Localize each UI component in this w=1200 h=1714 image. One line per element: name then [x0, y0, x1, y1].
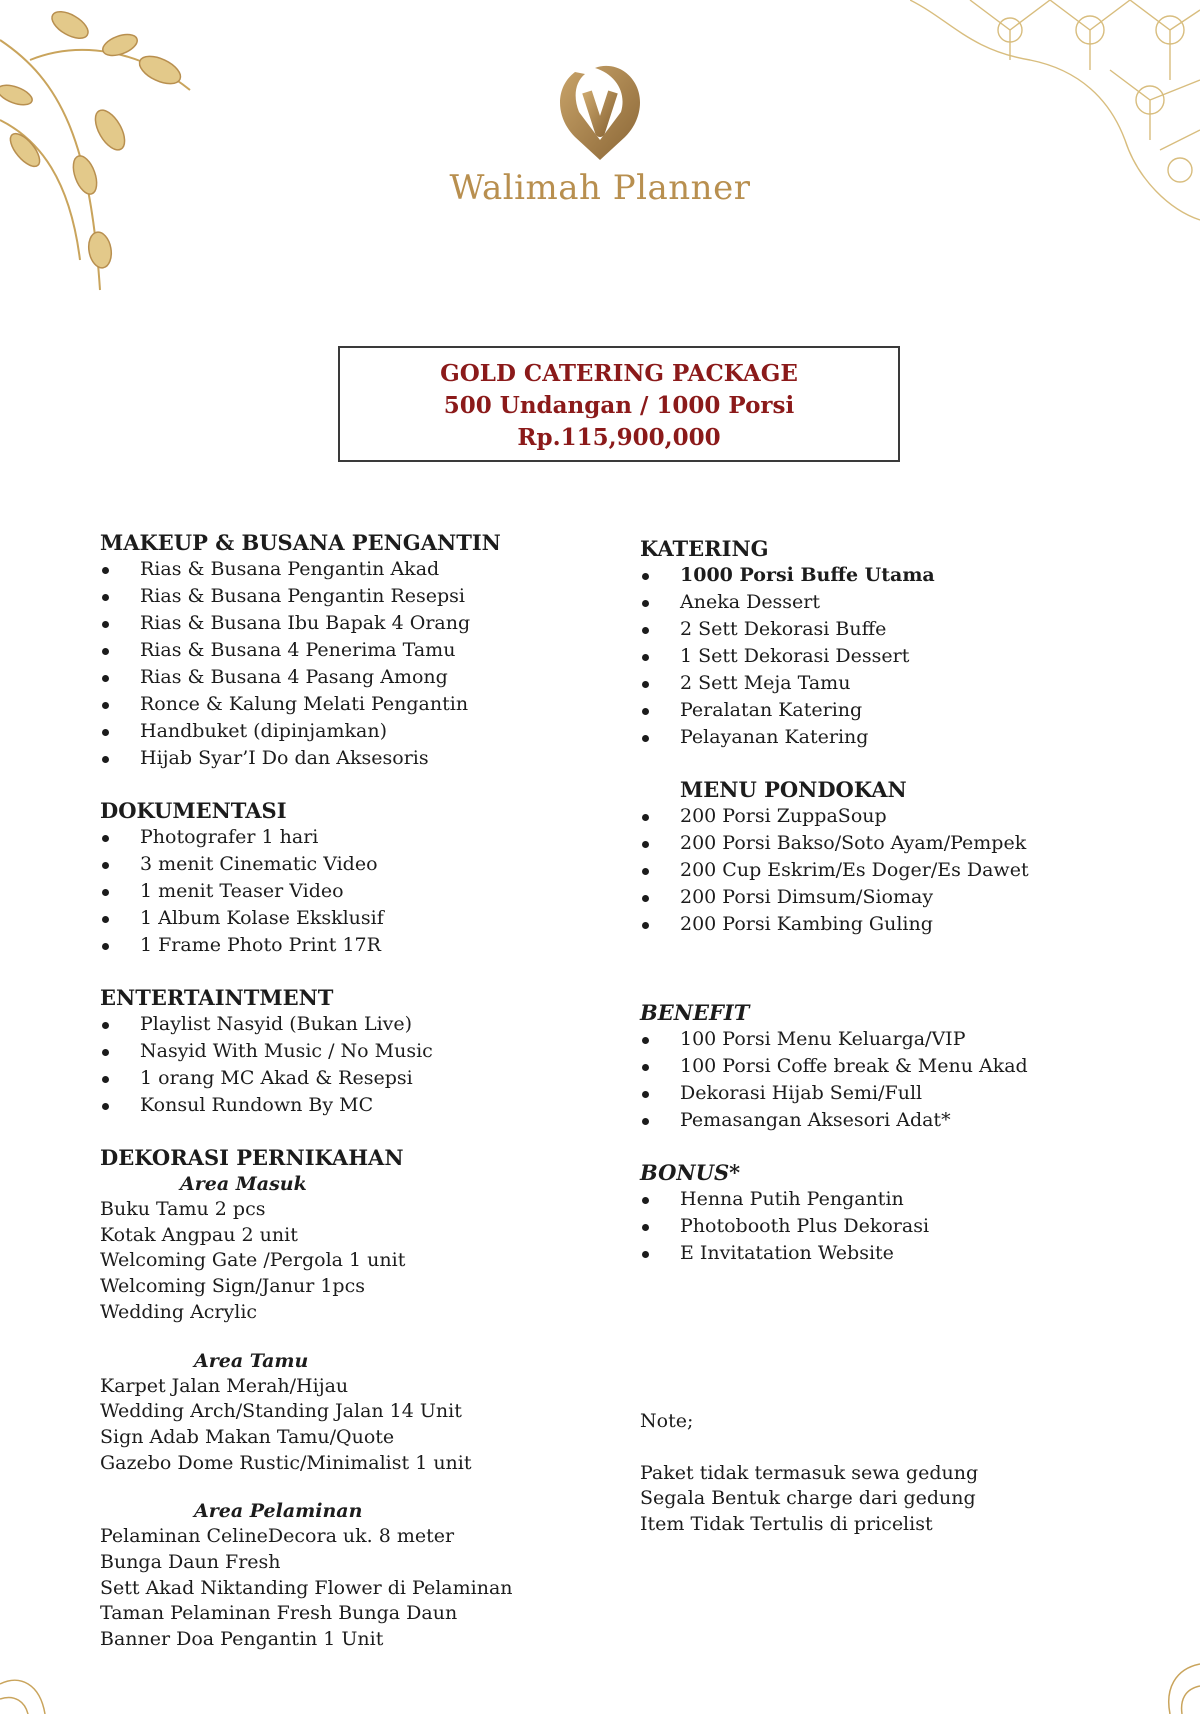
list-item: Henna Putih Pengantin: [640, 1186, 1160, 1213]
note-line: Paket tidak termasuk sewa gedung: [640, 1461, 979, 1484]
section-title: DOKUMENTASI: [100, 798, 287, 823]
list-item: Banner Doa Pengantin 1 Unit: [100, 1628, 384, 1651]
bullet-icon: [642, 1251, 649, 1258]
bullet-icon: [102, 702, 109, 709]
right-column: [640, 530, 1160, 1564]
bullet-icon: [102, 567, 109, 574]
bullet-icon: [642, 1224, 649, 1231]
list-item: 1 menit Teaser Video: [100, 878, 580, 905]
list-item: Rias & Busana Pengantin Akad: [100, 556, 580, 583]
bullet-icon: [642, 681, 649, 688]
list-item: 200 Porsi ZuppaSoup: [640, 803, 1160, 830]
list-item: Wedding Arch/Standing Jalan 14 Unit: [100, 1400, 462, 1423]
package-name: GOLD CATERING PACKAGE: [440, 360, 798, 387]
package-price: Rp.115,900,000: [517, 424, 721, 451]
list-item: 200 Porsi Dimsum/Siomay: [640, 884, 1160, 911]
list-item: Karpet Jalan Merah/Hijau: [100, 1374, 349, 1397]
list-item: Sign Adab Makan Tamu/Quote: [100, 1425, 395, 1448]
bullet-icon: [102, 943, 109, 950]
list-item: Photobooth Plus Dekorasi: [640, 1213, 1160, 1240]
section-title: ENTERTAINTMENT: [100, 985, 334, 1010]
list-item: 1 Album Kolase Eksklusif: [100, 905, 580, 932]
section-dekorasi: [100, 1145, 580, 1653]
list-item: Welcoming Gate /Pergola 1 unit: [100, 1249, 406, 1272]
section-katering: [640, 536, 1160, 751]
left-column: [100, 530, 580, 1679]
bullet-icon: [642, 654, 649, 661]
bullet-icon: [102, 862, 109, 869]
list-item: Aneka Dessert: [640, 589, 1160, 616]
list-item: Peralatan Katering: [640, 697, 1160, 724]
section-title: BENEFIT: [640, 1000, 750, 1025]
area-masuk: [100, 1171, 580, 1326]
bullet-icon: [102, 1022, 109, 1029]
list-item: Rias & Busana Pengantin Resepsi: [100, 583, 580, 610]
section-dokumentasi: [100, 798, 580, 959]
walimah-logo-icon: [545, 52, 655, 162]
list-item: Photografer 1 hari: [100, 824, 580, 851]
area-tamu: [100, 1348, 580, 1477]
list-item: Bunga Daun Fresh: [100, 1551, 281, 1574]
gold-flower-decoration: [1120, 1634, 1200, 1714]
list-item: 200 Cup Eskrim/Es Doger/Es Dawet: [640, 857, 1160, 884]
section-title: KATERING: [640, 536, 769, 561]
package-capacity: 500 Undangan / 1000 Porsi: [443, 392, 795, 419]
list-item: Rias & Busana 4 Pasang Among: [100, 664, 580, 691]
area-title: Area Masuk: [180, 1173, 307, 1195]
list-item: 1000 Porsi Buffe Utama: [640, 562, 1160, 589]
brand-logo: [0, 52, 1200, 208]
list-item: Handbuket (dipinjamkan): [100, 718, 580, 745]
package-header-box: [338, 346, 900, 462]
list-item: Gazebo Dome Rustic/Minimalist 1 unit: [100, 1451, 472, 1474]
section-bonus: [640, 1160, 1160, 1267]
area-title: Area Tamu: [194, 1349, 309, 1372]
section-title: BONUS*: [640, 1160, 741, 1185]
section-benefit: [640, 1000, 1160, 1134]
list-item: 100 Porsi Menu Keluarga/VIP: [640, 1026, 1160, 1053]
bullet-icon: [642, 708, 649, 715]
bullet-icon: [642, 922, 649, 929]
list-item: Rias & Busana 4 Penerima Tamu: [100, 637, 580, 664]
bullet-icon: [102, 1076, 109, 1083]
bullet-icon: [102, 835, 109, 842]
section-title: DEKORASI PERNIKAHAN: [100, 1145, 404, 1170]
list-item: Pemasangan Aksesori Adat*: [640, 1107, 1160, 1134]
list-item: E Invitatation Website: [640, 1240, 1160, 1267]
note-line: Segala Bentuk charge dari gedung: [640, 1487, 976, 1510]
list-item: Buku Tamu 2 pcs: [100, 1198, 266, 1220]
list-item: 1 orang MC Akad & Resepsi: [100, 1065, 580, 1092]
area-title: Area Pelaminan: [194, 1500, 363, 1523]
bullet-icon: [642, 627, 649, 634]
bullet-icon: [102, 621, 109, 628]
section-entertainment: [100, 985, 580, 1119]
bullet-icon: [102, 675, 109, 682]
bullet-icon: [642, 868, 649, 875]
list-item: Hijab Syar’I Do dan Aksesoris: [100, 745, 580, 772]
bullet-icon: [102, 594, 109, 601]
section-title: MENU PONDOKAN: [680, 777, 907, 802]
bullet-icon: [642, 841, 649, 848]
list-item: 3 menit Cinematic Video: [100, 851, 580, 878]
bullet-icon: [642, 1197, 649, 1204]
bullet-icon: [102, 729, 109, 736]
note-line: Item Tidak Tertulis di pricelist: [640, 1513, 933, 1536]
bullet-icon: [102, 916, 109, 923]
list-item: Konsul Rundown By MC: [100, 1092, 580, 1119]
bullet-icon: [642, 1118, 649, 1125]
list-item: 2 Sett Dekorasi Buffe: [640, 616, 1160, 643]
list-item: Playlist Nasyid (Bukan Live): [100, 1011, 580, 1038]
list-item: Rias & Busana Ibu Bapak 4 Orang: [100, 610, 580, 637]
list-item: Pelaminan CelineDecora uk. 8 meter: [100, 1525, 455, 1548]
section-menu-pondokan: [640, 777, 1160, 938]
list-item: 100 Porsi Coffe break & Menu Akad: [640, 1053, 1160, 1080]
list-item: Dekorasi Hijab Semi/Full: [640, 1080, 1160, 1107]
section-note: [640, 1409, 1160, 1538]
section-title: MAKEUP & BUSANA PENGANTIN: [100, 530, 501, 555]
list-item: 1 Frame Photo Print 17R: [100, 932, 580, 959]
bullet-icon: [642, 1091, 649, 1098]
bullet-icon: [102, 756, 109, 763]
list-item: Sett Akad Niktanding Flower di Pelaminan: [100, 1576, 513, 1599]
bullet-icon: [642, 600, 649, 607]
bullet-icon: [642, 814, 649, 821]
bullet-icon: [102, 648, 109, 655]
list-item: 2 Sett Meja Tamu: [640, 670, 1160, 697]
bullet-icon: [102, 1103, 109, 1110]
bullet-icon: [642, 1037, 649, 1044]
list-item: Wedding Acrylic: [100, 1300, 258, 1323]
note-title: Note;: [640, 1410, 694, 1432]
list-item: Welcoming Sign/Janur 1pcs: [100, 1275, 365, 1298]
bullet-icon: [642, 895, 649, 902]
area-pelaminan: [100, 1498, 580, 1653]
list-item: 200 Porsi Kambing Guling: [640, 911, 1160, 938]
list-item: 200 Porsi Bakso/Soto Ayam/Pempek: [640, 830, 1160, 857]
list-item: 1 Sett Dekorasi Dessert: [640, 643, 1160, 670]
list-item: Kotak Angpau 2 unit: [100, 1223, 298, 1246]
list-item: Nasyid With Music / No Music: [100, 1038, 580, 1065]
bullet-icon: [642, 573, 649, 580]
bullet-icon: [102, 889, 109, 896]
bullet-icon: [642, 1064, 649, 1071]
section-makeup: [100, 530, 580, 772]
list-item: Pelayanan Katering: [640, 724, 1160, 751]
list-item: Taman Pelaminan Fresh Bunga Daun: [100, 1602, 458, 1625]
bullet-icon: [102, 1049, 109, 1056]
bullet-icon: [642, 735, 649, 742]
gold-flower-decoration: [0, 1634, 80, 1714]
brand-name: Walimah Planner: [449, 168, 751, 208]
list-item: Ronce & Kalung Melati Pengantin: [100, 691, 580, 718]
